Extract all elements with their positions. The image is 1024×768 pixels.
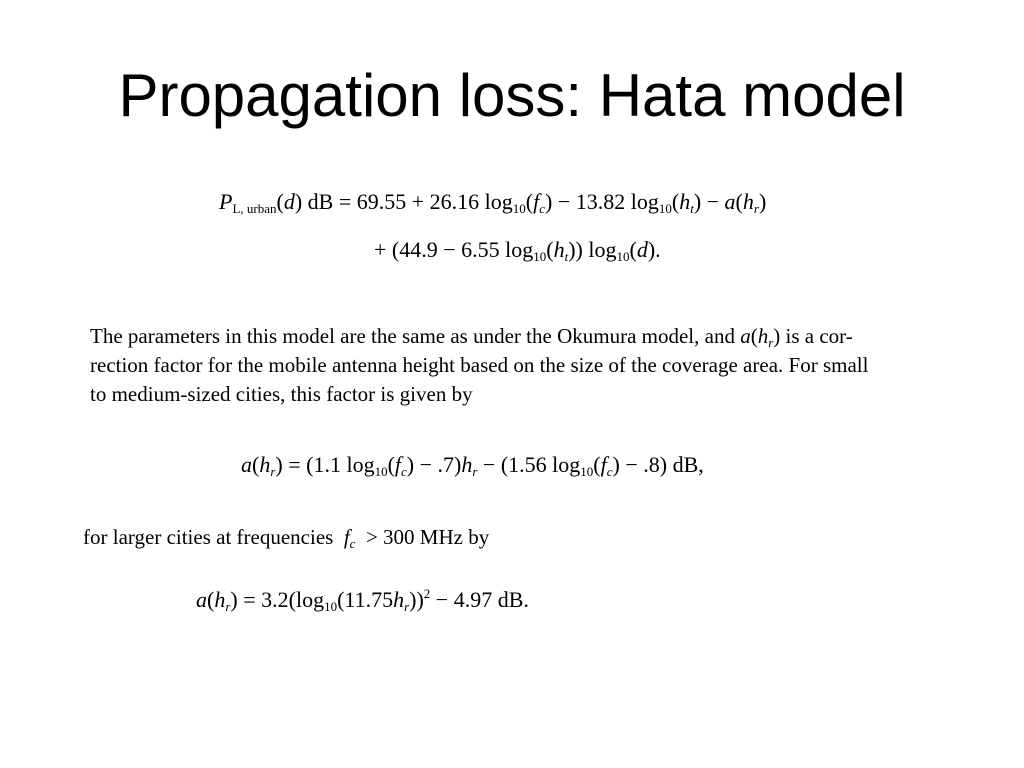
larger-cities-label: for larger cities at frequencies <box>83 525 334 549</box>
larger-cities-tail: > 300 MHz by <box>365 525 490 549</box>
larger-cities-text: for larger cities at frequencies $f_c > 300$ MHz by <box>83 525 490 551</box>
slide-title: Propagation loss: Hata model <box>118 62 906 129</box>
equation-small-medium-cities: $a(h_r) = (1.1$ $\log_{10}(f_c) - .7)h_r - (1.56$ $\log_{10}(f_c) - .8$) dB, <box>241 452 704 479</box>
paragraph-line: The parameters in this model are the same as under the Okumura model, and $a(h_r)$ is a cor- <box>90 324 853 350</box>
body-paragraph <box>90 322 940 409</box>
paragraph-line: to medium-sized cities, this factor is given by <box>90 382 473 406</box>
equation-hata-urban-line1: $P_{L, urban}(d)$ dB = 69.55 + 26.16 $\log_{10}(f_c) - 13.82$ $\log_{10}(h_t) - a(h_r)$ <box>219 189 767 216</box>
equation-large-cities: $a(h_r) = 3.2(\log_{10}(11.75h_r))^2 - 4.97$ dB. <box>196 586 529 614</box>
equation-hata-urban-line2: + (44.9 − 6.55 $\log_{10}(h_t)$) $\log_{10}(d)$. <box>374 237 661 264</box>
paragraph-line: rection factor for the mobile antenna height based on the size of the coverage area. For small <box>90 353 869 377</box>
